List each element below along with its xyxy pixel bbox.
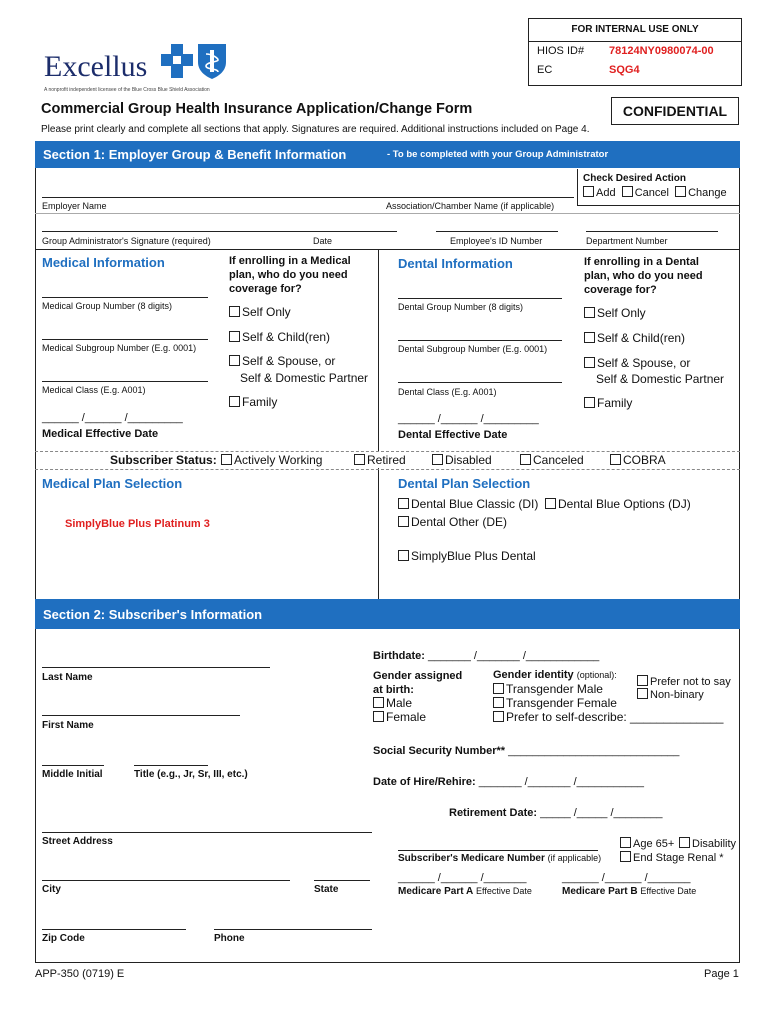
checkbox-icon[interactable] (584, 357, 595, 368)
title-field[interactable] (134, 765, 208, 766)
action-cancel[interactable]: Cancel (622, 187, 669, 199)
gender-self-describe[interactable]: Prefer to self-describe: ______________ (493, 710, 723, 724)
gender-female[interactable]: Female (373, 710, 426, 724)
city-label: City (42, 884, 61, 895)
checkbox-icon[interactable] (620, 851, 631, 862)
street-address-label: Street Address (42, 836, 113, 847)
medical-opt-spouse[interactable]: Self & Spouse, or (229, 354, 335, 368)
form-code: APP-350 (0719) E (35, 968, 125, 980)
medical-subgroup-field[interactable] (42, 339, 208, 340)
employer-name-field[interactable] (42, 197, 574, 198)
medical-opt-partner: Self & Domestic Partner (240, 371, 369, 385)
gender-trans-male[interactable]: Transgender Male (493, 682, 603, 696)
checkbox-icon[interactable] (373, 711, 384, 722)
dental-title: Dental Information (398, 256, 513, 271)
action-options (583, 186, 727, 199)
date-label: Date (313, 236, 333, 246)
dental-date-field[interactable]: ______ /______ /_________ (398, 413, 539, 425)
excellus-logo (44, 42, 244, 100)
checkbox-icon[interactable] (493, 683, 504, 694)
medical-opt-child[interactable]: Self & Child(ren) (229, 330, 330, 344)
gender-prefer-not[interactable]: Prefer not to say (637, 675, 731, 688)
ssn-field[interactable]: Social Security Number** ____________________________ (373, 745, 680, 757)
middle-initial-field[interactable] (42, 765, 104, 766)
checkbox-icon[interactable] (520, 454, 531, 465)
first-name-label: First Name (42, 720, 94, 731)
dental-plan-opt1[interactable]: Dental Blue Classic (DI) (398, 497, 538, 511)
checkbox-icon[interactable] (610, 454, 621, 465)
dental-subgroup-field[interactable] (398, 340, 562, 341)
checkbox-icon[interactable] (398, 498, 409, 509)
dental-group-label: Dental Group Number (8 digits) (398, 302, 524, 312)
middle-initial-label: Middle Initial (42, 769, 103, 780)
section2-header (35, 599, 740, 629)
checkbox-icon[interactable] (679, 837, 690, 848)
blue-shield-icon (196, 42, 228, 80)
gender-trans-female[interactable]: Transgender Female (493, 696, 617, 710)
action-add[interactable]: Add (583, 187, 616, 199)
medical-opt-self[interactable]: Self Only (229, 305, 291, 319)
checkbox-icon[interactable] (545, 498, 556, 509)
admin-signature-field[interactable] (42, 231, 397, 232)
retirement-date-field[interactable]: Retirement Date: _____ /_____ /________ (449, 807, 663, 819)
ec-label: EC (537, 64, 553, 76)
state-label: State (314, 884, 339, 895)
employee-id-field[interactable] (436, 231, 558, 232)
part-a-date-field[interactable]: ______ /______ /_______ (398, 872, 527, 884)
dental-opt-family[interactable]: Family (584, 396, 632, 410)
medical-question: If enrolling in a Medical plan, who do you need coverage for? (229, 255, 351, 295)
dental-question: If enrolling in a Dental plan, who do you need coverage for? (584, 256, 703, 296)
zip-field[interactable] (42, 929, 186, 930)
checkbox-icon[interactable] (221, 454, 232, 465)
section1-header (35, 141, 740, 168)
dental-class-field[interactable] (398, 382, 562, 383)
checkbox-icon[interactable] (493, 697, 504, 708)
title-label: Title (e.g., Jr, Sr, III, etc.) (134, 769, 248, 780)
state-field[interactable] (314, 880, 370, 881)
zip-label: Zip Code (42, 933, 85, 944)
birthdate-field[interactable]: Birthdate: _______ /_______ /____________ (373, 650, 600, 662)
medical-opt-family[interactable]: Family (229, 395, 277, 409)
checkbox-icon[interactable] (229, 306, 240, 317)
dental-plan-opt3[interactable]: Dental Other (DE) (398, 515, 507, 529)
status-retired[interactable]: Retired (354, 453, 406, 467)
dental-opt-child[interactable]: Self & Child(ren) (584, 331, 685, 345)
action-title: Check Desired Action (583, 173, 686, 184)
section2-title: Section 2: Subscriber's Information (43, 607, 263, 622)
page-number: Page 1 (704, 968, 739, 980)
form-instructions: Please print clearly and complete all sections that apply. Signatures are required. Additional instructions included on Page 4. (41, 124, 590, 135)
association-label: Association/Chamber Name (if applicable) (386, 201, 555, 211)
column-divider (378, 249, 379, 451)
phone-field[interactable] (214, 929, 372, 930)
employee-id-label: Employee's ID Number (450, 236, 543, 246)
part-b-date-field[interactable]: ______ /______ /_______ (562, 872, 691, 884)
checkbox-icon[interactable] (584, 397, 595, 408)
medical-effective-label: Medical Effective Date (42, 428, 159, 440)
department-field[interactable] (586, 231, 718, 232)
admin-signature-label: Group Administrator's Signature (required) (42, 236, 211, 246)
street-address-field[interactable] (42, 832, 372, 833)
checkbox-icon[interactable] (583, 186, 594, 197)
checkbox-icon[interactable] (354, 454, 365, 465)
internal-use-title: FOR INTERNAL USE ONLY (571, 24, 699, 35)
form-title: Commercial Group Health Insurance Application/Change Form (41, 101, 473, 117)
status-disabled[interactable]: Disabled (432, 453, 492, 467)
medicare-number-label: Subscriber's Medicare Number (if applicable) (398, 853, 602, 864)
gender-birth-label: Gender assigned at birth: (373, 670, 463, 696)
status-active[interactable]: Actively Working (221, 453, 322, 467)
end-stage-option[interactable]: End Stage Renal * (620, 851, 724, 864)
blue-cross-icon (160, 42, 194, 80)
medical-title: Medical Information (42, 255, 165, 270)
dental-class-label: Dental Class (E.g. A001) (398, 387, 497, 397)
phone-label: Phone (214, 933, 245, 944)
checkbox-icon[interactable] (398, 516, 409, 527)
status-label: Subscriber Status: (110, 453, 217, 467)
last-name-field[interactable] (42, 667, 270, 668)
medical-class-label: Medical Class (E.g. A001) (42, 385, 146, 395)
gender-non-binary[interactable]: Non-binary (637, 688, 704, 701)
dental-plan-opt2[interactable]: Dental Blue Options (DJ) (545, 497, 691, 511)
dental-subgroup-label: Dental Subgroup Number (E.g. 0001) (398, 344, 548, 354)
checkbox-icon[interactable] (229, 331, 240, 342)
part-b-label: Medicare Part B Effective Date (562, 886, 697, 897)
checkbox-icon[interactable] (493, 711, 504, 722)
medical-plan-title: Medical Plan Selection (42, 476, 183, 491)
plan-divider (378, 468, 379, 599)
checkbox-icon[interactable] (675, 186, 686, 197)
employer-name-label: Employer Name (42, 201, 107, 211)
city-field[interactable] (42, 880, 290, 881)
checkbox-icon[interactable] (432, 454, 443, 465)
part-a-label: Medicare Part A Effective Date (398, 886, 532, 897)
dental-plan-opt4[interactable]: SimplyBlue Plus Dental (398, 549, 536, 563)
dental-effective-label: Dental Effective Date (398, 429, 508, 441)
medical-group-field[interactable] (42, 297, 208, 298)
checkbox-icon[interactable] (620, 837, 631, 848)
age65-option[interactable]: Age 65+ (620, 837, 674, 850)
dental-opt-self[interactable]: Self Only (584, 306, 646, 320)
confidential-badge: CONFIDENTIAL (611, 97, 739, 125)
checkbox-icon[interactable] (637, 675, 648, 686)
action-change[interactable]: Change (675, 187, 727, 199)
ec-value: SQG4 (609, 64, 640, 76)
section1-subtitle: - To be completed with your Group Administrator (387, 149, 609, 160)
last-name-label: Last Name (42, 672, 93, 683)
dental-opt-spouse[interactable]: Self & Spouse, or (584, 356, 690, 370)
gender-identity-label: Gender identity (optional): (493, 669, 617, 681)
disability-option[interactable]: Disability (679, 837, 736, 850)
status-cobra[interactable]: COBRA (610, 453, 666, 467)
checkbox-icon[interactable] (584, 332, 595, 343)
section1-title: Section 1: Employer Group & Benefit Information (43, 147, 347, 162)
checkbox-icon[interactable] (229, 355, 240, 366)
checkbox-icon[interactable] (584, 307, 595, 318)
department-label: Department Number (586, 236, 668, 246)
gender-male[interactable]: Male (373, 696, 412, 710)
internal-use-box (528, 18, 742, 86)
hios-value: 78124NY0980074-00 (609, 45, 714, 57)
medical-group-label: Medical Group Number (8 digits) (42, 301, 173, 311)
checkbox-icon[interactable] (229, 396, 240, 407)
medical-plan-name: SimplyBlue Plus Platinum 3 (65, 518, 210, 530)
logo-wordmark: Excellus (44, 50, 148, 83)
medicare-number-field[interactable] (398, 850, 598, 851)
first-name-field[interactable] (42, 715, 240, 716)
checkbox-icon[interactable] (637, 688, 648, 699)
checkbox-icon[interactable] (373, 697, 384, 708)
logo-tagline: A nonprofit independent licensee of the Blue Cross Blue Shield Association (44, 87, 210, 93)
dental-opt-partner: Self & Domestic Partner (596, 372, 725, 386)
medical-date-field[interactable]: ______ /______ /_________ (42, 412, 183, 424)
hios-label: HIOS ID# (537, 45, 585, 57)
hire-date-field[interactable]: Date of Hire/Rehire: _______ /_______ /___________ (373, 776, 644, 788)
dental-group-field[interactable] (398, 298, 562, 299)
checkbox-icon[interactable] (398, 550, 409, 561)
medical-class-field[interactable] (42, 381, 208, 382)
dental-plan-title: Dental Plan Selection (398, 476, 531, 491)
checkbox-icon[interactable] (622, 186, 633, 197)
medical-subgroup-label: Medical Subgroup Number (E.g. 0001) (42, 343, 197, 353)
status-canceled[interactable]: Canceled (520, 453, 584, 467)
